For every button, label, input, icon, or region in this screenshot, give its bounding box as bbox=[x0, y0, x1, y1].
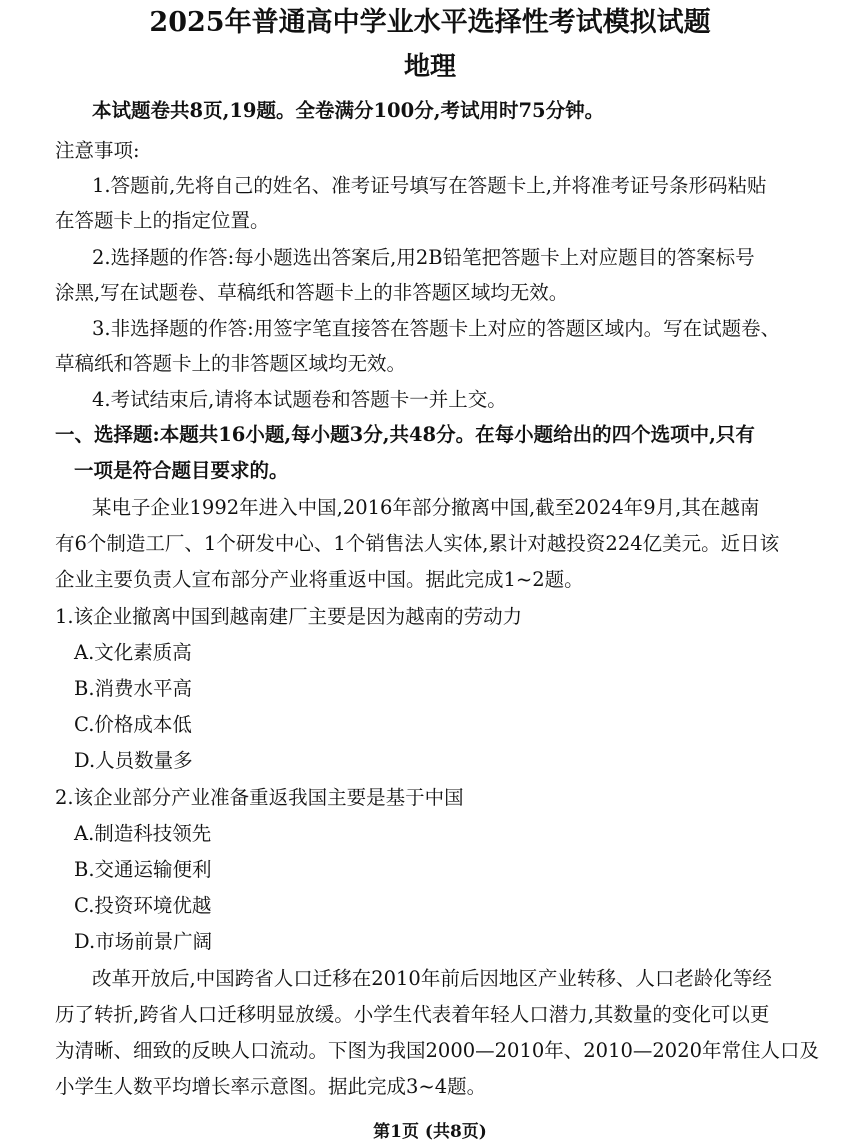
notice-item-3-line-1: 3.非选择题的作答:用签字笔直接答在答题卡上对应的答题区域内。写在试题卷、 bbox=[92, 317, 781, 340]
notice-item-4: 4.考试结束后,请将本试题卷和答题卡一并上交。 bbox=[92, 388, 507, 411]
subject-title: 地理 bbox=[403, 52, 456, 82]
notice-item-1-line-1: 1.答题前,先将自己的姓名、准考证号填写在答题卡上,并将准考证号条形码粘贴 bbox=[92, 174, 767, 197]
notice-item-1-line-2: 在答题卡上的指定位置。 bbox=[55, 209, 270, 232]
passage-2-line-1: 改革开放后,中国跨省人口迁移在2010年前后因地区产业转移、人口老龄化等经 bbox=[92, 967, 772, 990]
intro-text: 本试题卷共8页,19题。全卷满分100分,考试用时75分钟。 bbox=[92, 99, 605, 122]
passage-1-line-1: 某电子企业1992年进入中国,2016年部分撤离中国,截至2024年9月,其在越南 bbox=[92, 496, 760, 519]
question-1-option-c: C.价格成本低 bbox=[74, 713, 192, 736]
notice-item-2-line-2: 涂黑,写在试题卷、草稿纸和答题卡上的非答题区域均无效。 bbox=[55, 281, 569, 304]
passage-1-line-3: 企业主要负责人宣布部分产业将重返中国。据此完成1~2题。 bbox=[55, 568, 584, 591]
question-1-option-a: A.文化素质高 bbox=[74, 641, 192, 664]
exam-title: 2025年普通高中学业水平选择性考试模拟试题 bbox=[149, 7, 711, 38]
section-1-heading-line-1: 一、选择题:本题共16小题,每小题3分,共48分。在每小题给出的四个选项中,只有 bbox=[55, 423, 755, 446]
notice-item-2-line-1: 2.选择题的作答:每小题选出答案后,用2B铅笔把答题卡上对应题目的答案标号 bbox=[92, 246, 755, 269]
question-2-stem: 2.该企业部分产业准备重返我国主要是基于中国 bbox=[55, 786, 464, 809]
passage-2-line-4: 小学生人数平均增长率示意图。据此完成3~4题。 bbox=[55, 1075, 487, 1098]
passage-2-line-2: 历了转折,跨省人口迁移明显放缓。小学生代表着年轻人口潜力,其数量的变化可以更 bbox=[55, 1003, 770, 1026]
section-1-heading-line-2: 一项是符合题目要求的。 bbox=[74, 459, 289, 482]
question-1-option-d: D.人员数量多 bbox=[74, 749, 193, 772]
question-2-option-c: C.投资环境优越 bbox=[74, 894, 212, 917]
notice-heading: 注意事项: bbox=[55, 139, 140, 162]
passage-1-line-2: 有6个制造工厂、1个研发中心、1个销售法人实体,累计对越投资224亿美元。近日该 bbox=[55, 532, 780, 555]
question-2-option-d: D.市场前景广阔 bbox=[74, 930, 213, 953]
page-number-footer: 第1页 (共8页) bbox=[373, 1122, 487, 1142]
passage-2-line-3: 为清晰、细致的反映人口流动。下图为我国2000—2010年、2010—2020年常住人口及 bbox=[55, 1039, 820, 1062]
notice-item-3-line-2: 草稿纸和答题卡上的非答题区域均无效。 bbox=[55, 352, 407, 375]
question-2-option-b: B.交通运输便利 bbox=[74, 858, 212, 881]
question-2-option-a: A.制造科技领先 bbox=[74, 822, 212, 845]
question-1-stem: 1.该企业撤离中国到越南建厂主要是因为越南的劳动力 bbox=[55, 605, 523, 628]
question-1-option-b: B.消费水平高 bbox=[74, 677, 193, 700]
